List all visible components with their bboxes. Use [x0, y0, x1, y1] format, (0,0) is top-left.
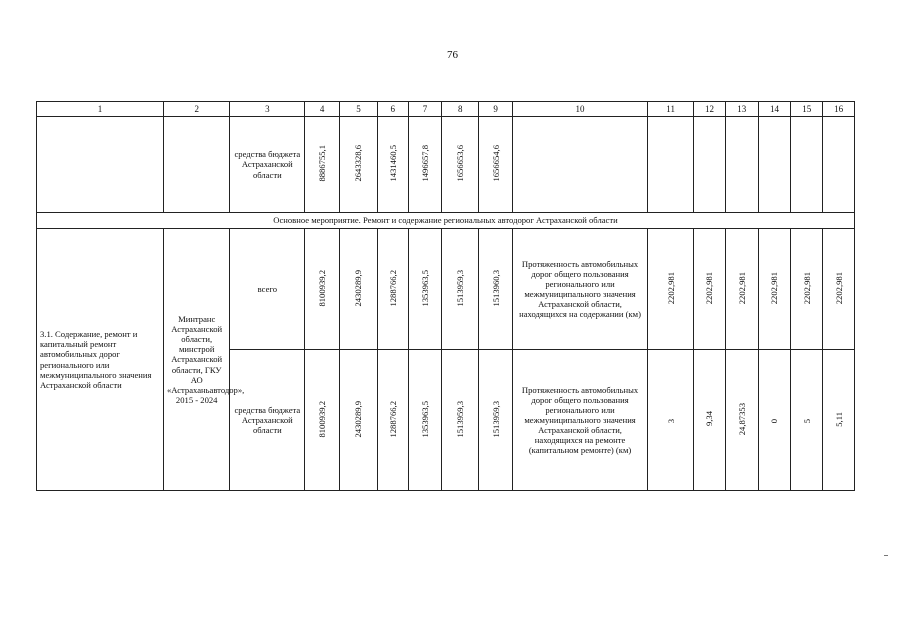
empty-cell [37, 117, 164, 213]
measure-name-cell: 3.1. Содержание, ремонт и капитальный ремонт автомобильных дорог регионального или межмуниципального значения Астраханской области [37, 229, 164, 491]
value-text: 1353963,5 [419, 269, 430, 307]
funding-source-cell: средства бюджета Астраханской области [230, 350, 305, 491]
value-text: 2430289,9 [353, 400, 364, 438]
empty-cell [648, 117, 694, 213]
target-cell [725, 350, 758, 491]
funding-source-cell: всего [230, 229, 305, 350]
value-cell [408, 350, 442, 491]
value-text: 8886755,1 [317, 145, 328, 182]
target-cell [648, 229, 694, 350]
value-text: 8100939,2 [317, 400, 328, 438]
target-text: 2202,981 [704, 271, 715, 305]
executor-cell: Минтранс Астраханской области, минстрой Астраханской области, ГКУ АО «Астраханьавтодор», 2015 - 2024 [163, 229, 230, 491]
col-number: 9 [479, 102, 513, 117]
target-cell [823, 229, 855, 350]
value-text: 1496657,8 [419, 145, 430, 182]
value-cell [305, 229, 340, 350]
col-number: 4 [305, 102, 340, 117]
column-number-row [37, 102, 855, 117]
col-number: 16 [823, 102, 855, 117]
empty-cell [163, 117, 230, 213]
col-number: 3 [230, 102, 305, 117]
value-cell [479, 229, 513, 350]
col-number: 10 [512, 102, 647, 117]
value-cell [340, 229, 378, 350]
target-cell [791, 350, 823, 491]
section-title: Основное мероприятие. Ремонт и содержание региональных автодорог Астраханской области [37, 213, 855, 229]
value-cell [408, 117, 442, 213]
value-text: 1353963,5 [419, 400, 430, 438]
col-number: 12 [694, 102, 726, 117]
value-cell [340, 350, 378, 491]
target-text: 2202,981 [801, 271, 812, 305]
col-number: 13 [725, 102, 758, 117]
target-cell [648, 350, 694, 491]
table-row [37, 229, 855, 350]
target-cell [694, 229, 726, 350]
program-table [36, 101, 855, 491]
value-cell [340, 117, 378, 213]
target-cell [823, 350, 855, 491]
col-number: 15 [791, 102, 823, 117]
target-cell [694, 350, 726, 491]
value-text: 2643328,6 [353, 145, 364, 182]
value-cell [305, 350, 340, 491]
value-cell [408, 229, 442, 350]
value-text: 1513959,3 [455, 269, 466, 307]
funding-source-cell: средства бюджета Астраханской области [230, 117, 305, 213]
target-text: 0 [769, 418, 780, 423]
indicator-cell: Протяженность автомобильных дорог общего пользования регионального или межмуниципального значения Астраханской области, находящихся на содержании (км) [512, 229, 647, 350]
value-cell [479, 117, 513, 213]
empty-cell [823, 117, 855, 213]
target-cell [725, 229, 758, 350]
target-text: 2202,981 [833, 271, 844, 305]
value-text: 1513959,3 [490, 400, 501, 438]
indicator-cell: Протяженность автомобильных дорог общего пользования регионального или межмуниципального значения Астраханской области, находящихся на ремонте (капитальном ремонте) (км) [512, 350, 647, 491]
value-cell [442, 117, 479, 213]
empty-cell [694, 117, 726, 213]
value-text: 1288766,2 [387, 400, 398, 438]
target-text: 9,34 [704, 411, 715, 427]
page-number: 76 [447, 49, 458, 61]
target-text: 5 [801, 418, 812, 423]
value-cell [442, 229, 479, 350]
col-number: 1 [37, 102, 164, 117]
target-text: 2202,981 [665, 271, 676, 305]
value-cell [377, 350, 408, 491]
value-text: 1288766,2 [387, 269, 398, 307]
target-cell [758, 350, 791, 491]
empty-cell [758, 117, 791, 213]
empty-cell [791, 117, 823, 213]
col-number: 6 [377, 102, 408, 117]
section-row [37, 213, 855, 229]
target-text: 5,11 [833, 411, 844, 427]
col-number: 7 [408, 102, 442, 117]
target-text: 3 [665, 418, 676, 423]
value-text: 2430289,9 [353, 269, 364, 307]
col-number: 8 [442, 102, 479, 117]
value-text: 8100939,2 [317, 269, 328, 307]
empty-cell [512, 117, 647, 213]
target-cell [791, 229, 823, 350]
target-text: 2202,981 [769, 271, 780, 305]
value-text: 1431460,5 [387, 145, 398, 182]
target-text: 2202,981 [736, 271, 747, 305]
value-cell [442, 350, 479, 491]
margin-mark [884, 555, 888, 556]
target-text: 24,87353 [736, 402, 747, 436]
target-cell [758, 229, 791, 350]
value-text: 1513959,3 [455, 400, 466, 438]
value-cell [479, 350, 513, 491]
value-text: 1656654,6 [490, 145, 501, 182]
value-text: 1513960,3 [490, 269, 501, 307]
value-text: 1656653,6 [455, 145, 466, 182]
table-row [37, 117, 855, 213]
value-cell [377, 117, 408, 213]
col-number: 2 [163, 102, 230, 117]
col-number: 5 [340, 102, 378, 117]
empty-cell [725, 117, 758, 213]
col-number: 11 [648, 102, 694, 117]
value-cell [305, 117, 340, 213]
col-number: 14 [758, 102, 791, 117]
value-cell [377, 229, 408, 350]
